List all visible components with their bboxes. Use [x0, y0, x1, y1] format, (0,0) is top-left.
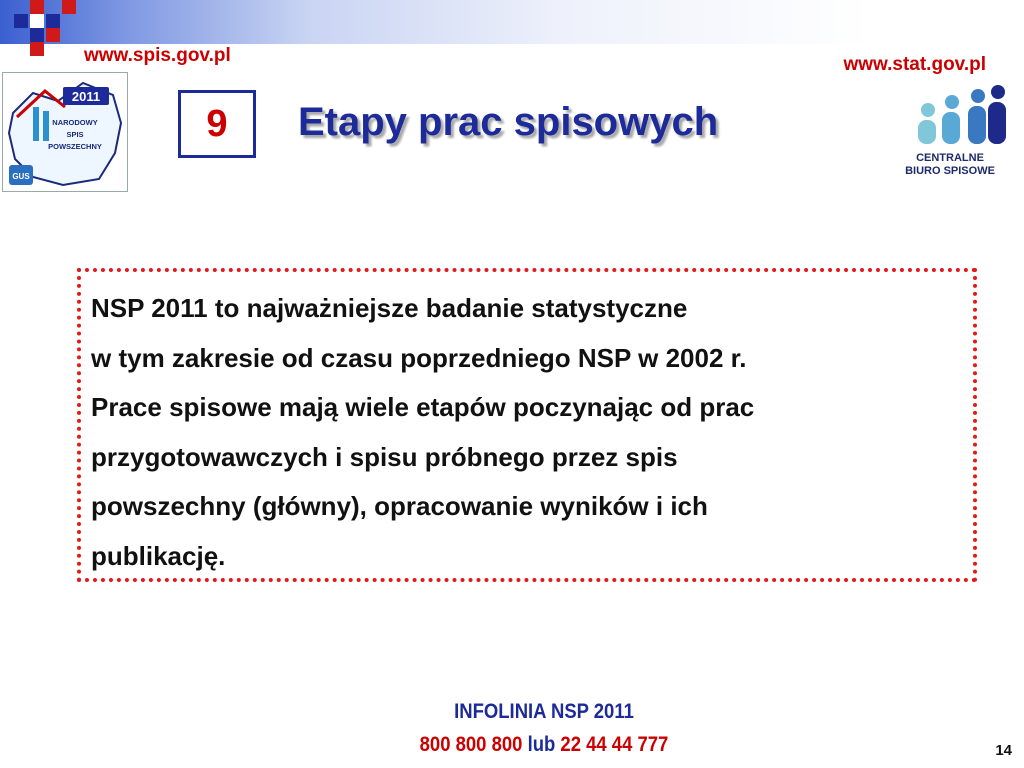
nsp-logo-line3: POWSZECHNY: [48, 142, 102, 151]
content-line: publikację.: [91, 540, 226, 571]
cbs-logo-text: [880, 152, 1020, 178]
nsp-logo-line1: NARODOWY: [52, 118, 98, 127]
phone-connector: lub: [527, 733, 556, 756]
cbs-line1: CENTRALNE: [916, 152, 984, 164]
content-line: przygotowawczych i spisu próbnego przez spis: [91, 441, 678, 472]
content-line: powszechny (główny), opracowanie wyników i ich: [91, 491, 708, 521]
content-text: [91, 284, 971, 581]
phone-number-1: 800 800 800: [419, 733, 523, 756]
slide-title: Etapy prac spisowych: [298, 100, 719, 144]
infoline-phones: [65, 733, 1022, 757]
cbs-line2: BIURO SPISOWE: [905, 165, 995, 177]
content-line: w tym zakresie od czasu poprzedniego NSP w 2002 r.: [91, 342, 747, 373]
nsp-logo-line2: SPIS: [66, 130, 84, 139]
content-line: NSP 2011 to najważniejsze badanie statystyczne: [91, 293, 688, 323]
url-spis-link[interactable]: www.spis.gov.pl: [84, 45, 231, 66]
url-stat-link[interactable]: www.stat.gov.pl: [843, 54, 986, 75]
header-band: [0, 0, 1024, 44]
nsp-2011-logo: [2, 72, 128, 192]
gus-badge: GUS: [12, 172, 30, 181]
page-number: 14: [995, 742, 1012, 759]
nsp-logo-year: 2011: [71, 89, 101, 104]
phone-number-2: 22 44 44 777: [560, 733, 669, 756]
content-line: Prace spisowe mają wiele etapów poczynając od prac: [91, 392, 755, 422]
slide-number-box: 9: [178, 90, 256, 158]
infoline-label: INFOLINIA NSP 2011: [454, 700, 634, 723]
